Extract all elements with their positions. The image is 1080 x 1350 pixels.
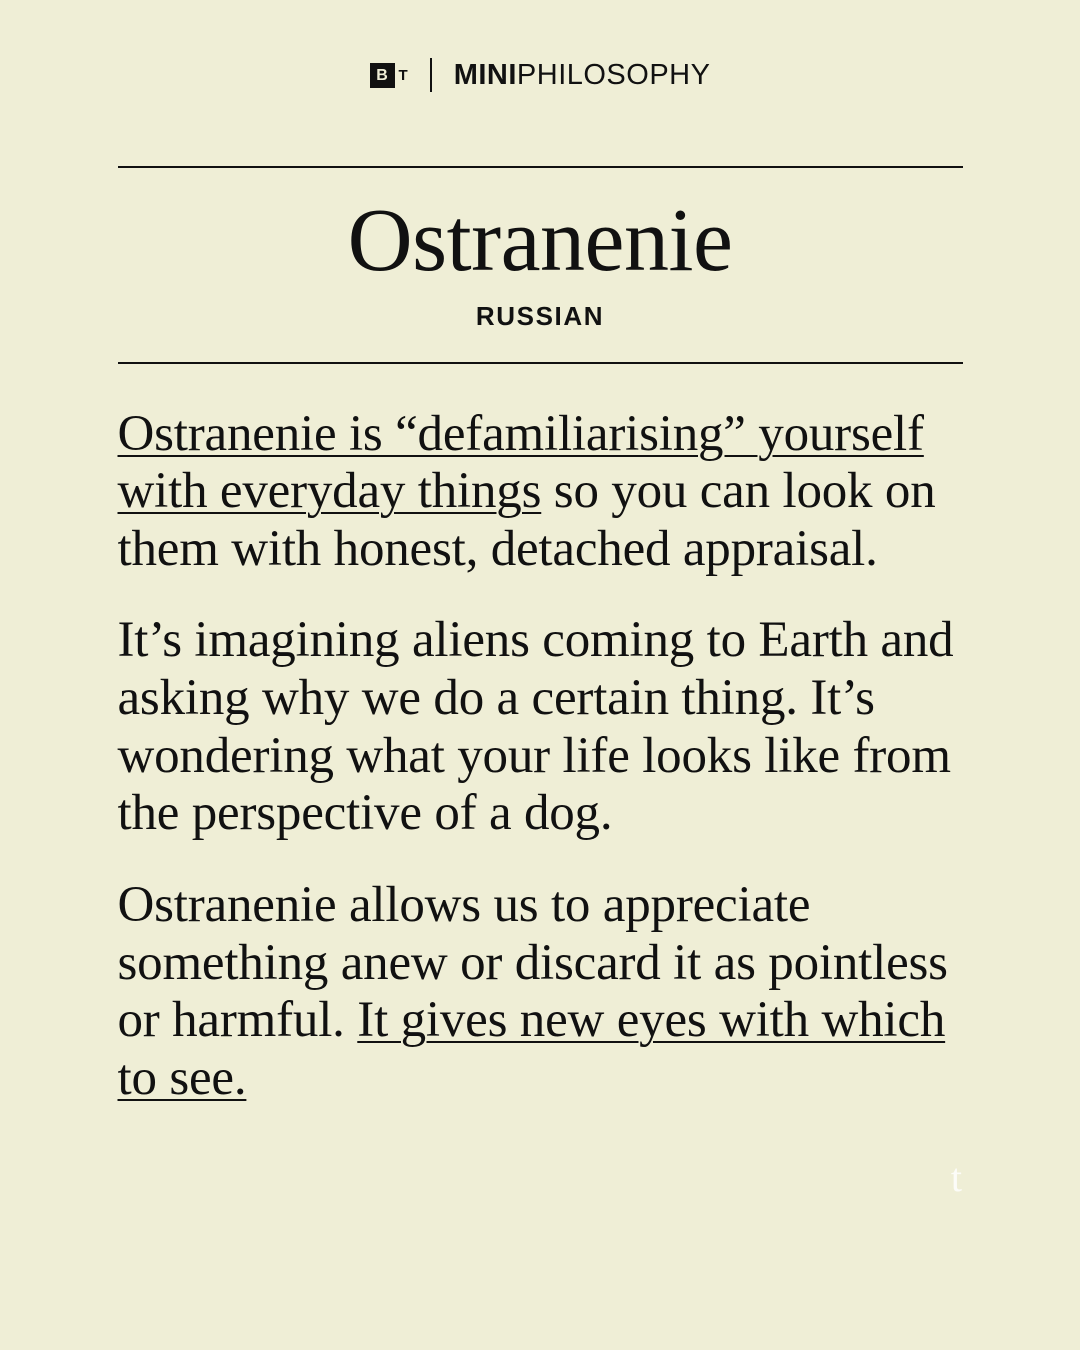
paragraph-1-rest: so you can look on them with honest, detached appraisal. <box>117 463 936 577</box>
paragraph-1-underlined: Ostranenie is “defamiliarising” yourself with everyday things <box>117 405 924 520</box>
logo-b-glyph-icon: B <box>370 63 395 88</box>
series-title <box>454 59 711 92</box>
paragraph-3-start: Ostranenie allows us to appreciate something anew or discard it as pointless or harmful. <box>117 876 948 1049</box>
watermark: t <box>950 1155 962 1200</box>
paragraph-1 <box>118 406 963 579</box>
language-label: RUSSIAN <box>475 300 605 331</box>
brand-divider <box>430 58 432 92</box>
paragraph-3 <box>118 877 963 1108</box>
definition-body <box>118 364 963 1108</box>
logo-t-glyph-icon: T <box>398 66 408 84</box>
big-think-logo <box>370 63 408 88</box>
title-block <box>0 168 1080 362</box>
paragraph-3-underlined: It gives new eyes with which to see. <box>117 992 946 1106</box>
series-title-regular: PHILOSOPHY <box>516 58 711 91</box>
page-title: Ostranenie <box>347 191 733 290</box>
paragraph-2: It’s imagining aliens coming to Earth and asking why we do a certain thing. It’s wondering what your life looks like from the perspective of a dog. <box>117 612 954 842</box>
brand-header <box>0 0 1080 92</box>
series-title-bold: MINI <box>453 58 517 91</box>
